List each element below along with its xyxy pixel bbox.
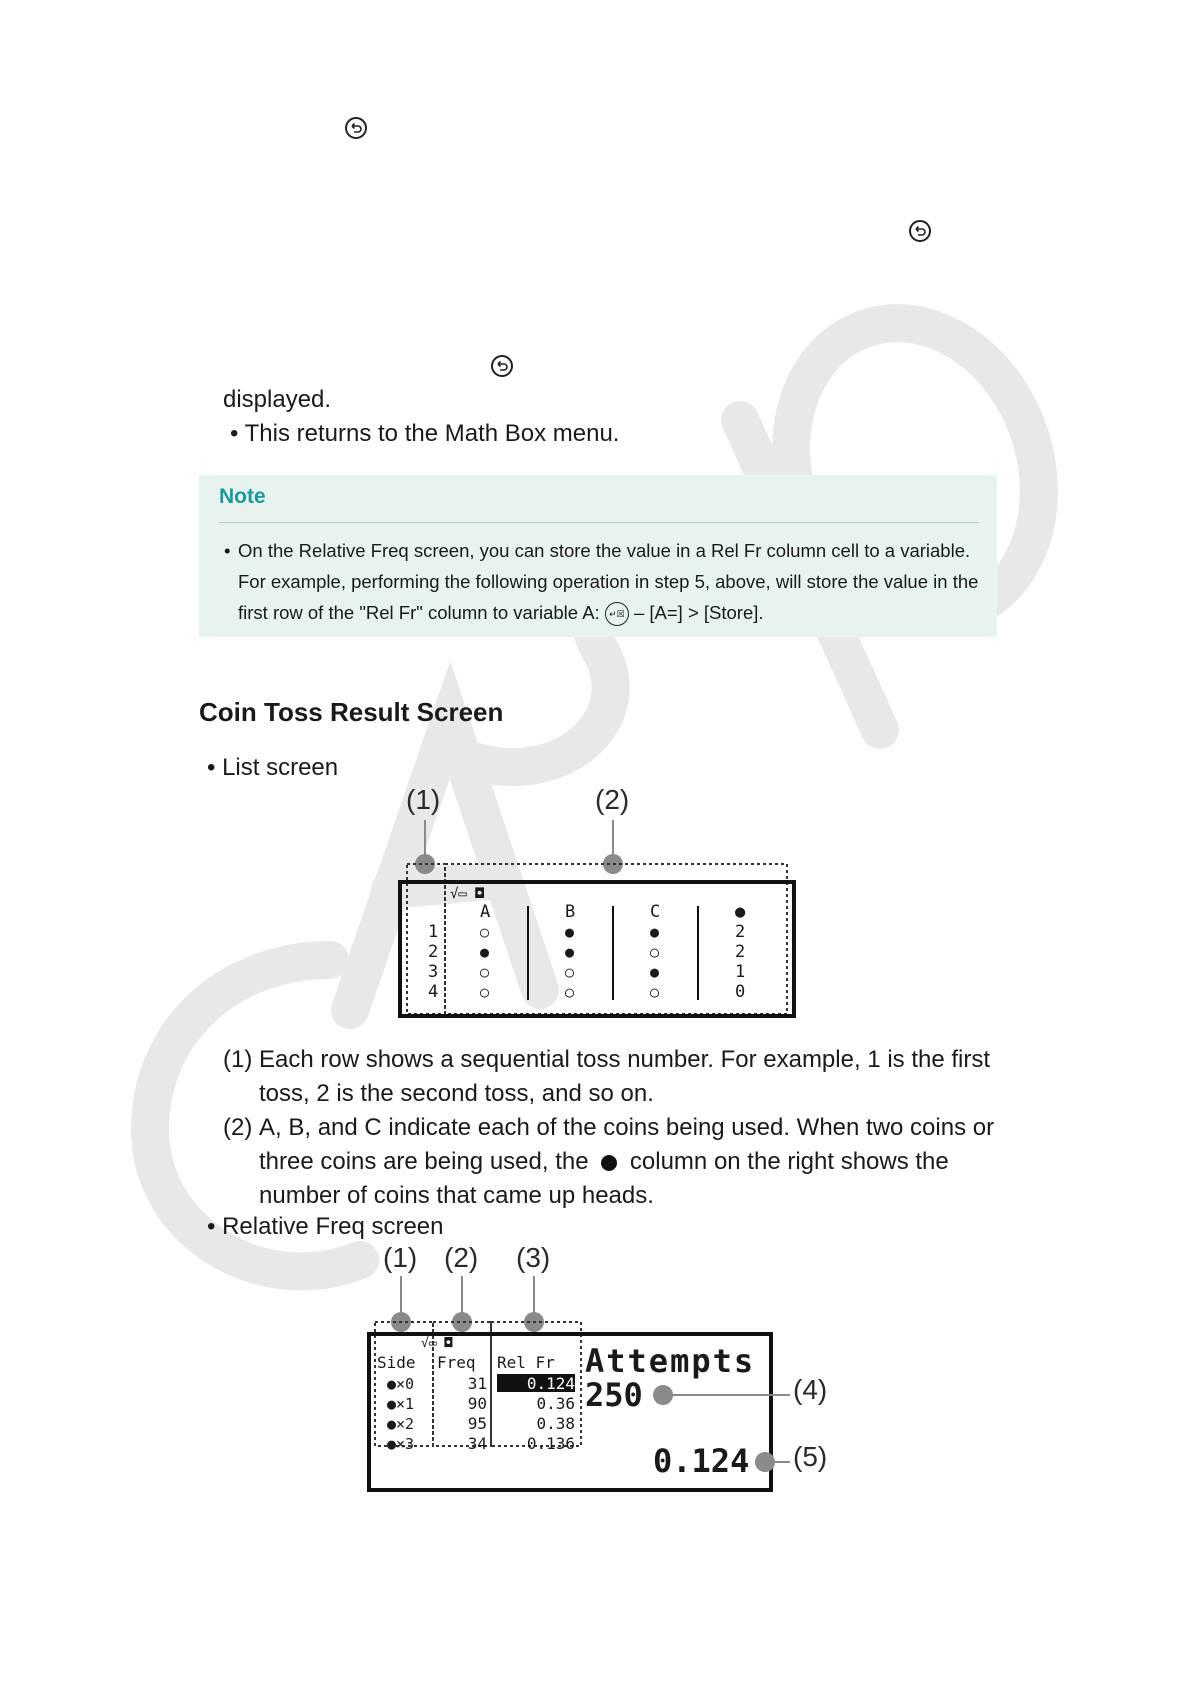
cell: 0.136 xyxy=(526,1434,575,1453)
cell: ●×3 xyxy=(387,1435,415,1453)
side-column xyxy=(387,1374,414,1454)
note-body-end: – [A=] > [Store]. xyxy=(633,602,764,623)
header-heads: ● xyxy=(735,902,746,922)
callout-4: (4) xyxy=(793,1374,828,1405)
attempts-value: 250 xyxy=(585,1376,643,1414)
header-a: A xyxy=(480,902,491,922)
status-icons: √▭ ◘ xyxy=(421,1336,453,1351)
header-side: Side xyxy=(377,1353,416,1372)
col-a xyxy=(480,922,489,1002)
explanation-text: A, B, and C indicate each of the coins being used. When two coins or three coins are being used, the xyxy=(259,1114,995,1175)
row-number: 3 xyxy=(428,962,439,982)
selected-cell: 0.124 xyxy=(526,1374,575,1393)
return-icon xyxy=(491,355,513,377)
explanation-text: Each row shows a sequential toss number. For example, 1 is the first toss, 2 is the second toss, and so on. xyxy=(259,1046,991,1107)
cell: ○ xyxy=(565,963,575,981)
header-rel-fr: Rel Fr xyxy=(497,1353,555,1372)
cell: ●×0 xyxy=(387,1375,415,1393)
cell: ○ xyxy=(480,983,490,1001)
list-screen-figure xyxy=(370,780,820,1040)
cell: ○ xyxy=(480,923,490,941)
cell: ●×1 xyxy=(387,1395,415,1413)
cell: 31 xyxy=(467,1374,487,1393)
explanation-1 xyxy=(223,1043,1003,1111)
header-c: C xyxy=(650,902,661,922)
list-explanations xyxy=(223,1043,1003,1213)
cell: ● xyxy=(565,943,575,961)
note-text xyxy=(224,535,984,628)
section-heading: Coin Toss Result Screen xyxy=(199,697,504,727)
explanation-index: (1) xyxy=(223,1046,253,1073)
cell: 95 xyxy=(467,1414,487,1433)
cell: 0.36 xyxy=(536,1394,575,1413)
row-numbers xyxy=(428,922,438,1002)
col-heads xyxy=(735,922,745,1002)
return-bullet: • This returns to the Math Box menu. xyxy=(230,420,620,447)
return-icon xyxy=(909,220,931,242)
col-c xyxy=(650,922,659,1002)
header-freq: Freq xyxy=(437,1353,476,1372)
cell: ○ xyxy=(480,963,490,981)
row-number: 4 xyxy=(428,982,439,1002)
row-number: 1 xyxy=(428,922,439,942)
note-bullet: • xyxy=(224,540,231,561)
cell: 0.38 xyxy=(536,1414,575,1433)
status-icons: √▭ ◘ xyxy=(450,886,484,902)
cell: ● xyxy=(650,923,660,941)
cell: ●×2 xyxy=(387,1415,415,1433)
cell: ○ xyxy=(650,943,660,961)
callout-1: (1) xyxy=(383,1242,418,1273)
displayed-text: displayed. xyxy=(223,386,332,413)
relative-screen-figure xyxy=(365,1238,845,1498)
cell: ○ xyxy=(650,983,660,1001)
callout-3: (3) xyxy=(516,1242,551,1273)
relative-screen-label: • Relative Freq screen xyxy=(207,1213,444,1240)
cell: 0 xyxy=(735,982,746,1002)
explanation-index: (2) xyxy=(223,1114,253,1141)
freq-column xyxy=(439,1374,487,1454)
variable-key-icon: ↵☒ xyxy=(605,602,629,626)
callout-2: (2) xyxy=(444,1242,479,1273)
callout-5: (5) xyxy=(793,1441,828,1472)
col-b xyxy=(565,922,574,1002)
header-b: B xyxy=(565,902,576,922)
cell: 2 xyxy=(735,942,746,962)
selected-value: 0.124 xyxy=(653,1442,750,1480)
callout-2: (2) xyxy=(595,784,630,815)
row-number: 2 xyxy=(428,942,439,962)
rel-column xyxy=(495,1374,575,1454)
cell: ● xyxy=(565,923,575,941)
cell: 90 xyxy=(467,1394,487,1413)
explanation-2 xyxy=(223,1111,1003,1213)
cell: ● xyxy=(650,963,660,981)
list-screen-label: • List screen xyxy=(207,754,339,781)
cell: ○ xyxy=(565,983,575,1001)
note-divider xyxy=(219,522,979,523)
callout-1: (1) xyxy=(406,784,441,815)
cell: ● xyxy=(480,943,490,961)
note-body: On the Relative Freq screen, you can store the value in a Rel Fr column cell to a variable. For example, performing the following operation in step 5, above, will store the value in the first row of the "Rel Fr" column to variable A: xyxy=(238,540,979,623)
explanation-text-end: column on the right shows the number of coins that came up heads. xyxy=(259,1148,949,1209)
note-box xyxy=(199,475,997,637)
attempts-label: Attempts xyxy=(585,1342,756,1380)
return-icon xyxy=(345,117,367,139)
cell: 1 xyxy=(735,962,746,982)
heads-dot-icon xyxy=(601,1155,617,1171)
cell: 34 xyxy=(467,1434,487,1453)
note-title: Note xyxy=(219,485,266,508)
cell: 2 xyxy=(735,922,746,942)
